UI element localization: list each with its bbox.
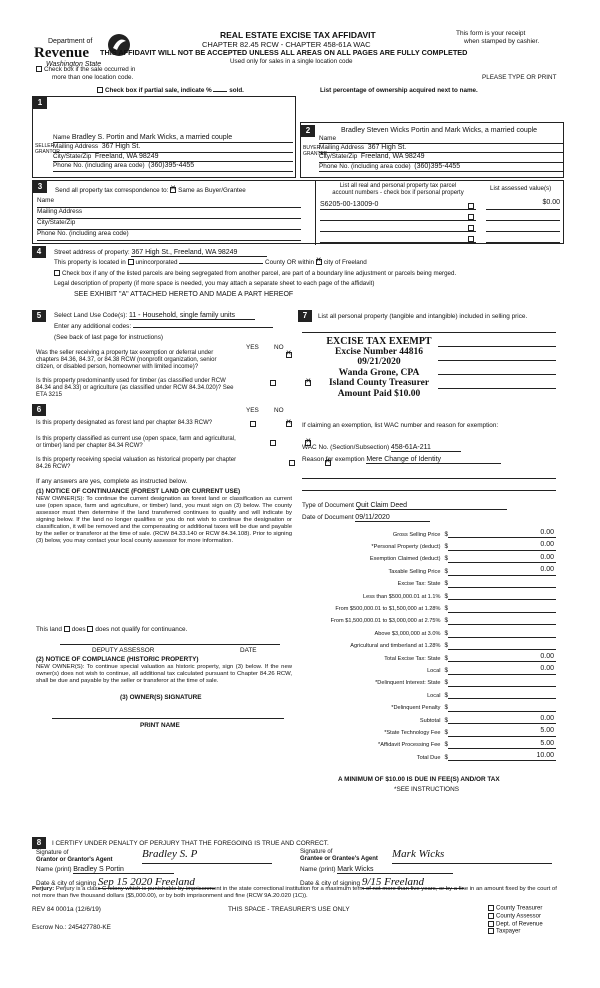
calc-row (302, 600, 556, 612)
calc-value-field[interactable]: 0.00 (448, 554, 556, 563)
calc-value-field[interactable]: 0.00 (448, 566, 556, 575)
street-address-field[interactable]: 367 High St., Freeland, WA 98249 (131, 249, 267, 257)
legal-description-label: Legal description of property (if more space is needed, you may attach a separate sheet to each page of the affidavit) (54, 280, 375, 287)
multi-location: Check box if the sale occurred in more than one location code. (36, 66, 135, 81)
street-address-row: Street address of property: 367 High St., Freeland, WA 98249 (54, 249, 354, 257)
calc-label: Total Excise Tax: State (384, 655, 441, 662)
personal-property-label: List all personal property (tangible and intangible) included in selling price. (318, 313, 528, 320)
grantee-date-row: Date & city of signing 9/15 Freeland (300, 876, 560, 889)
buyer-city-field[interactable]: Freeland, WA 98249 (360, 153, 425, 161)
section-5-number: 5 (32, 310, 46, 322)
tax-calculation (302, 526, 556, 761)
calc-value-field[interactable] (448, 698, 556, 699)
seller-city-field[interactable]: Freeland, WA 98249 (94, 152, 159, 160)
calc-label: *Affidavit Processing Fee (378, 742, 441, 749)
seller-name-row: Name Bradley S. Portin and Mark Wicks, a married couple (53, 134, 293, 143)
s5-question-2: Is this property predominantly used for timber (as classified under RCW 84.34 and 84.33) or agriculture (as classified under RCW 84.34.020)? See ETA 3215 (36, 378, 234, 399)
exempt-stamp: EXCISE TAX EXEMPT Excise Number 44816 09/21/2020 Wanda Grone, CPA Island County Treasurer Amount Paid $10.00 (326, 336, 432, 399)
calc-row (302, 724, 556, 736)
deputy-sign-line[interactable] (60, 644, 280, 645)
assessed-value-label: List assessed value(s) (490, 185, 552, 192)
buyer-address-field[interactable]: 367 High St. (367, 144, 407, 152)
dollar-sign: $ (444, 716, 448, 724)
doc-type-field[interactable]: Quit Claim Deed (356, 502, 507, 510)
treasurer-space: THIS SPACE - TREASURER'S USE ONLY (228, 906, 350, 913)
s6-q3-yes[interactable] (289, 460, 295, 466)
copy-checkbox[interactable] (488, 905, 494, 911)
copy-item (488, 928, 543, 936)
parcel-list-label-2: account numbers - check box if personal property (332, 190, 464, 197)
s6-no-header: NO (274, 407, 284, 414)
grantor-name-field[interactable]: Bradley S Portin (73, 866, 174, 874)
calc-value-field[interactable]: 5.00 (448, 740, 556, 749)
parcel-3-checkbox[interactable] (468, 225, 474, 231)
dollar-sign: $ (444, 753, 448, 761)
calc-row (302, 613, 556, 625)
notice-compliance-title: (2) NOTICE OF COMPLIANCE (HISTORIC PROPERTY) (36, 656, 199, 663)
dollar-sign: $ (444, 543, 448, 551)
copy-item (488, 921, 543, 929)
section-2-number: 2 (301, 125, 315, 137)
doc-date-field[interactable]: 09/11/2020 (355, 514, 430, 522)
calc-label: Agricultural and timberland at 1.28% (350, 643, 441, 650)
seller-phone-row: Phone No. (including area code) (360)395-4455 (53, 162, 293, 171)
city-checkbox[interactable] (316, 259, 322, 265)
calc-row (302, 625, 556, 637)
s6-question-2: Is this property classified as current use (open space, farm and agricultural, or timber) land per chapter 84.34 RCW? (36, 436, 236, 450)
dollar-sign: $ (444, 580, 448, 588)
section-4-number: 4 (32, 246, 46, 258)
parcel-number-field[interactable]: S6205-00-13009-0 (320, 200, 379, 208)
deputy-assessor-label: DEPUTY ASSESSOR (92, 647, 155, 654)
calc-label: Exemption Claimed (deduct) (369, 556, 441, 563)
seller-city-row: City/State/Zip Freeland, WA 98249 (53, 153, 293, 162)
calc-row (302, 551, 556, 563)
single-location-note: Used only for sales in a single location code (230, 58, 353, 65)
buyer-grantee-label: BUYER GRANTEE (303, 145, 328, 157)
corr-phone-label: Phone No. (including area code) (37, 230, 129, 237)
receipt-note-2: when stamped by cashier. (464, 38, 540, 45)
certify-statement: I CERTIFY UNDER PENALTY OF PERJURY THAT THE FOREGOING IS TRUE AND CORRECT. (52, 840, 329, 847)
grantee-signature[interactable]: Mark Wicks (392, 848, 552, 864)
doc-type-row: Type of Document Quit Claim Deed (302, 502, 556, 510)
s6-question-3: Is this property receiving special valuation as historical property per chapter 84.26 RCW? (36, 457, 237, 471)
dollar-sign: $ (444, 592, 448, 600)
grantee-sig-label: Signature of Grantee or Grantee's Agent (300, 849, 378, 863)
notice-continuance-title: (1) NOTICE OF CONTINUANCE (FOREST LAND OR CURRENT USE) (36, 488, 241, 495)
corr-name-label: Name (37, 197, 55, 204)
calc-value-field[interactable] (448, 612, 556, 613)
send-correspondence: Send all property tax correspondence to: ✕ Same as Buyer/Grantee (55, 187, 246, 195)
calc-value-field[interactable]: 0.00 (448, 653, 556, 662)
s5-question-1: Was the seller receiving a property tax exemption or deferral under chapters 84.36, 84.37, or 84.38 RCW (nonprofit organization, senior citizen, or disabled person, homeowner with limited income)? (36, 350, 217, 371)
dollar-sign: $ (444, 704, 448, 712)
land-use-field[interactable]: 11 - Household, single family units (129, 312, 255, 320)
s6-q1-yes[interactable] (250, 421, 256, 427)
grantor-date-field[interactable]: Sep 15 2020 Freeland (98, 876, 215, 889)
same-as-buyer-checkbox[interactable] (170, 187, 176, 193)
calc-label: Subtotal (419, 717, 441, 724)
calc-value-field[interactable] (448, 711, 556, 712)
calc-label: Less than $500,000.01 at 1.1% (362, 593, 441, 600)
s5-yes-header: YES (246, 344, 259, 351)
section-8-number: 8 (32, 837, 46, 849)
calc-row (302, 526, 556, 538)
copy-label: Taxpayer (496, 928, 521, 935)
calc-row (302, 638, 556, 650)
section-8-certify (32, 837, 564, 888)
grantor-name-row: Name (print) Bradley S Portin (36, 866, 266, 874)
multi-location-checkbox[interactable] (36, 66, 42, 72)
parcel-row (320, 199, 476, 210)
dollar-sign: $ (444, 654, 448, 662)
segregated-checkbox[interactable] (54, 270, 60, 276)
additional-codes-row: Enter any additional codes: (54, 323, 294, 331)
copy-checkbox[interactable] (488, 913, 494, 919)
calc-label: Excise Tax: State (397, 581, 441, 588)
reason-row: Reason for exemption Mere Change of Identity (302, 456, 556, 464)
s6-question-1: Is this property designated as forest land per chapter 84.33 RCW? (36, 420, 213, 426)
assessed-value-field[interactable]: $0.00 (486, 199, 560, 210)
deputy-date-label: DATE (240, 647, 257, 654)
see-instructions: *SEE INSTRUCTIONS (394, 786, 459, 793)
calc-row (302, 588, 556, 600)
calc-row (302, 650, 556, 662)
notice-compliance-text: NEW OWNER(S): To continue special valuation as historic property, sign (3) below. If the new owner(s) does not wish to continue, all additional tax calculated pursuant to Chapter 84.26 RCW, shall be due and payable by the seller or transferor at the time of sale. (36, 664, 292, 685)
segregated-row: Check box if any of the listed parcels are being segregated from another parcel, are part of a boundary line adjustment or parcels being merged. (54, 270, 564, 277)
copy-distribution (488, 905, 543, 936)
calc-label: From $500,000.01 to $1,500,000 at 1.28% (335, 606, 441, 613)
calc-value-field[interactable] (448, 587, 556, 588)
dollar-sign: $ (444, 667, 448, 674)
calc-row (302, 563, 556, 575)
calc-label: *Delinquent Penalty (391, 705, 441, 712)
grantor-signature[interactable]: Bradley S. P (142, 848, 272, 864)
section-5-landuse (32, 310, 294, 404)
buyer-city-row: City/State/Zip Freeland, WA 98249 (319, 153, 563, 162)
calc-value-field[interactable]: 0.00 (448, 665, 556, 674)
calc-value-field[interactable] (448, 686, 556, 687)
dept-label: Department of (48, 38, 93, 45)
copy-label: County Assessor (496, 913, 542, 920)
section-2-buyer (300, 122, 564, 178)
section-6-designation (32, 404, 294, 834)
dollar-sign: $ (444, 617, 448, 625)
buyer-phone-row: Phone No. (including area code) (360)395-4455 (319, 163, 563, 172)
calc-value-field[interactable]: 10.00 (448, 752, 556, 761)
parcel-2-checkbox[interactable] (468, 214, 474, 220)
revenue-label: Revenue (34, 45, 89, 61)
calc-row (302, 538, 556, 550)
calc-row (302, 687, 556, 699)
calc-row (302, 675, 556, 687)
doc-date-row: Date of Document 09/11/2020 (302, 514, 556, 522)
unincorporated-checkbox[interactable] (128, 259, 134, 265)
calc-label: Gross Selling Price (392, 531, 441, 538)
parcel-4-checkbox[interactable] (468, 236, 474, 242)
copy-label: County Treasurer (496, 905, 543, 912)
calc-row (302, 712, 556, 724)
calc-row (302, 737, 556, 749)
land-qualify-row: This land does does not qualify for continuance. (36, 626, 188, 633)
section-6-number: 6 (32, 404, 46, 416)
copy-item (488, 905, 543, 913)
section-1-seller (32, 96, 296, 178)
seller-address-field[interactable]: 367 High St. (101, 143, 141, 151)
calc-value-field[interactable] (448, 624, 556, 625)
corr-city-label: City/State/Zip (37, 219, 76, 226)
s5-q2-yes[interactable] (270, 380, 276, 386)
dollar-sign: $ (444, 642, 448, 650)
state-label: Washington State (46, 61, 102, 68)
print-name-line[interactable] (52, 718, 284, 719)
wac-field[interactable]: 458-61A-211 (391, 444, 461, 452)
calc-value-field[interactable] (448, 637, 556, 638)
notice-continuance-text: NEW OWNER(S): To continue the current designation as forest land or classification as current use (open space, farm and agriculture, or timber) land, you must sign on (3) below. The county assessor must then determine if the land transferred continues to qualify and will indicate by signing below. If the land no longer qualifies or you do not wish to continue the designation or classification, it will be removed and the compensating or additional taxes will be due and payable by the seller or transferor at the time of sale. (RCW 84.33.140 or RCW 84.34.108). Prior to signing (3) below, you may contact your local county assessor for more information. (36, 496, 292, 545)
calc-label: *Personal Property (deduct) (371, 544, 441, 551)
copy-checkbox[interactable] (488, 921, 494, 927)
dollar-sign: $ (444, 679, 448, 687)
seller-address-row: Mailing Address 367 High St. (53, 143, 293, 152)
calc-value-field[interactable]: 0.00 (448, 529, 556, 538)
perjury-note: Perjury: Perjury is a class C felony which is punishable by imprisonment in the state correctional institution for a maximum term of not more than five years, or by a fine in an amount fixed by the court of not more than five thousand dollars ($5,000.00), or by both imprisonment and fine (RCW 9A.20.020 (1C)). (32, 886, 557, 900)
buyer-name-field[interactable]: Bradley Steven Wicks Portin and Mark Wicks, a married couple (341, 127, 538, 134)
partial-sale-checkbox[interactable] (97, 87, 103, 93)
seller-grantor-label: SELLER GRANTOR (35, 143, 60, 155)
calc-row (302, 662, 556, 674)
section-7-personal (298, 310, 564, 830)
parcel-personal-checkbox[interactable] (468, 203, 474, 209)
calc-row (302, 576, 556, 588)
location-row: This property is located in unincorporated County OR within ✕ city of Freeland (54, 259, 367, 267)
if-yes-note: If any answers are yes, complete as instructed below. (36, 478, 188, 485)
dollar-sign: $ (444, 691, 448, 699)
calc-value-field[interactable]: 5.00 (448, 727, 556, 736)
calc-row (302, 749, 556, 761)
copy-checkbox[interactable] (488, 928, 494, 934)
dollar-sign: $ (444, 605, 448, 613)
calc-label: Local (427, 692, 441, 699)
calc-label: From $1,500,000.01 to $3,000,000 at 2.75% (330, 618, 441, 625)
section-7-number: 7 (298, 310, 312, 322)
legal-description-field[interactable]: SEE EXHIBIT "A" ATTACHED HERETO AND MADE A PART HEREOF (74, 291, 294, 298)
parcel-list-label-1: List all real and personal property tax parcel (339, 183, 457, 189)
wac-row: WAC No. (Section/Subsection) 458-61A-211 (302, 444, 556, 452)
s5-no-header: NO (274, 344, 284, 351)
buyer-phone-field[interactable]: (360)395-4455 (414, 162, 461, 170)
reason-field[interactable]: Mere Change of Identity (366, 456, 501, 464)
revision-number: REV 84 0001a (12/6/19) (32, 906, 101, 913)
ownership-note: List percentage of ownership acquired next to name. (320, 87, 478, 94)
grantee-name-row: Name (print) Mark Wicks (300, 866, 550, 874)
exemption-claim-label: If claiming an exemption, list WAC number and reason for exemption: (302, 422, 499, 429)
s6-yes-header: YES (246, 407, 259, 414)
calc-value-field[interactable] (448, 599, 556, 600)
does-not-qualify-checkbox[interactable] (87, 626, 93, 632)
dollar-sign: $ (444, 530, 448, 538)
grantor-date-row: Date & city of signing Sep 15 2020 Freeland (36, 876, 286, 889)
escrow-number: Escrow No.: 245427780-KE (32, 924, 111, 931)
s6-q1-no[interactable] (286, 421, 292, 427)
section-3-correspondence (32, 180, 564, 244)
calc-row (302, 699, 556, 711)
type-or-print: PLEASE TYPE OR PRINT (482, 74, 557, 81)
receipt-note-1: This form is your receipt (456, 30, 526, 37)
calc-value-field[interactable] (448, 649, 556, 650)
calc-label: Total Due (416, 754, 441, 761)
grantee-date-field[interactable]: 9/15 Freeland (362, 876, 464, 889)
buyer-name-row: Bradley Steven Wicks Portin and Mark Wicks, a married couple Name (319, 127, 563, 144)
corr-address-label: Mailing Address (37, 208, 83, 215)
print-name-label: PRINT NAME (140, 722, 180, 729)
form-title: REAL ESTATE EXCISE TAX AFFIDAVIT (220, 30, 376, 40)
copy-label: Dept. of Revenue (496, 921, 543, 928)
buyer-address-row: Mailing Address 367 High St. (319, 144, 563, 153)
warning-banner: THIS AFFIDAVIT WILL NOT BE ACCEPTED UNLESS ALL AREAS ON ALL PAGES ARE FULLY COMPLETED (100, 48, 468, 57)
calc-label: *Delinquent Interest: State (375, 680, 441, 687)
calc-label: Above $3,000,000 at 3.0% (374, 630, 441, 637)
grantee-name-field[interactable]: Mark Wicks (337, 866, 453, 874)
partial-sale: Check box if partial sale, indicate % sold. (97, 87, 244, 95)
land-use-row: Select Land Use Code(s): 11 - Household, single family units (54, 312, 294, 320)
minimum-due-note: A MINIMUM OF $10.00 IS DUE IN FEE(S) AND/OR TAX (338, 776, 500, 783)
owner-signature-label: (3) OWNER(S) SIGNATURE (120, 694, 202, 701)
section-4-property (32, 246, 564, 306)
calc-value-field[interactable]: 0.00 (448, 715, 556, 724)
dollar-sign: $ (444, 555, 448, 563)
form-chapter: CHAPTER 82.45 RCW - CHAPTER 458-61A WAC (202, 40, 371, 49)
dollar-sign: $ (444, 741, 448, 749)
s5-q1-no[interactable] (286, 352, 292, 358)
calc-label: *State Technology Fee (384, 729, 441, 736)
see-back-note: (See back of last page for instructions) (54, 334, 164, 341)
s6-q2-yes[interactable] (270, 440, 276, 446)
dollar-sign: $ (444, 567, 448, 575)
calc-label: Taxable Selling Price (388, 568, 441, 575)
seller-phone-field[interactable]: (360)395-4455 (148, 162, 195, 170)
calc-label: Local (427, 667, 441, 674)
does-qualify-checkbox[interactable] (64, 626, 70, 632)
copy-item (488, 913, 543, 921)
seller-name-field[interactable]: Bradley S. Portin and Mark Wicks, a married couple (71, 134, 233, 141)
section-3-number: 3 (33, 181, 47, 193)
dollar-sign: $ (444, 629, 448, 637)
s5-q1-yes[interactable] (252, 354, 258, 360)
grantor-sig-label: Signature of Grantor or Grantor's Agent (36, 850, 113, 864)
calc-value-field[interactable]: 0.00 (448, 541, 556, 550)
dollar-sign: $ (444, 728, 448, 736)
section-1-number: 1 (33, 97, 47, 109)
